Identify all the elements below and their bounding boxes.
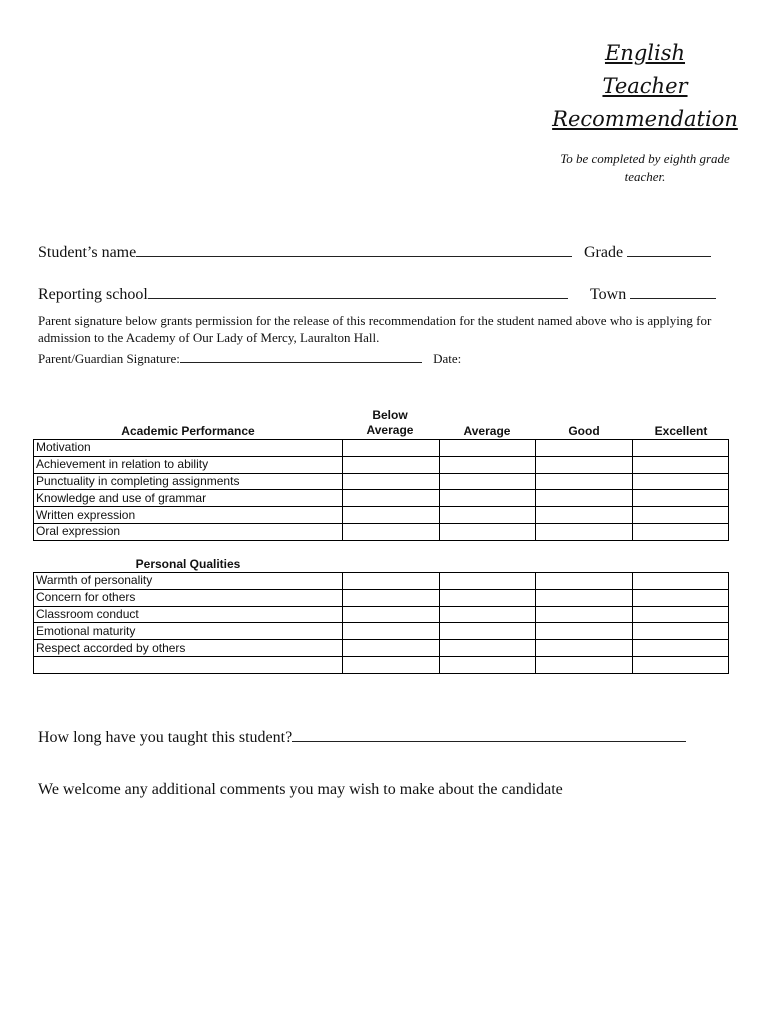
- academic-performance-heading: Academic Performance: [121, 424, 255, 438]
- table-row: [34, 456, 729, 473]
- table-row: [34, 623, 729, 640]
- row-label-grammar: Knowledge and use of grammar: [34, 490, 343, 507]
- rating-cell[interactable]: [536, 507, 633, 524]
- row-label-conduct: Classroom conduct: [34, 606, 343, 623]
- town-row: [590, 284, 716, 304]
- row-label-written: Written expression: [34, 507, 343, 524]
- grade-row: [584, 242, 711, 262]
- how-long-field[interactable]: [292, 727, 686, 742]
- rating-cell[interactable]: [536, 656, 633, 673]
- rating-cell[interactable]: [536, 523, 633, 540]
- header-average: Average: [463, 424, 511, 438]
- rating-cell[interactable]: [343, 473, 440, 490]
- rating-cell[interactable]: [439, 456, 536, 473]
- table-row: [34, 640, 729, 657]
- title-english: English: [604, 41, 686, 65]
- reporting-school-label: Reporting school: [38, 286, 148, 303]
- rating-cell[interactable]: [632, 623, 729, 640]
- rating-cell[interactable]: [439, 473, 536, 490]
- rating-cell[interactable]: [632, 573, 729, 590]
- reporting-school-field[interactable]: [148, 284, 568, 299]
- row-label-respect: Respect accorded by others: [34, 640, 343, 657]
- rating-cell[interactable]: [439, 589, 536, 606]
- table-row: [34, 507, 729, 524]
- rating-cell[interactable]: [343, 440, 440, 457]
- town-label: Town: [590, 286, 627, 303]
- rating-cell[interactable]: [343, 656, 440, 673]
- header-below-average: [343, 408, 437, 438]
- table-row: [34, 589, 729, 606]
- personal-qualities-table: [33, 572, 729, 674]
- row-label-achievement: Achievement in relation to ability: [34, 456, 343, 473]
- rating-cell[interactable]: [439, 573, 536, 590]
- row-label-concern: Concern for others: [34, 589, 343, 606]
- rating-cell[interactable]: [439, 640, 536, 657]
- personal-qualities-heading: Personal Qualities: [135, 557, 241, 571]
- subtitle: [555, 150, 735, 186]
- rating-cell[interactable]: [536, 456, 633, 473]
- signature-label: Parent/Guardian Signature:: [38, 351, 180, 366]
- how-long-row: [38, 727, 686, 747]
- row-label-maturity: Emotional maturity: [34, 623, 343, 640]
- student-name-label: Student’s name: [38, 244, 137, 261]
- comments-prompt: We welcome any additional comments you may wish to make about the candidate: [38, 781, 563, 798]
- rating-cell[interactable]: [632, 606, 729, 623]
- rating-cell[interactable]: [536, 589, 633, 606]
- rating-cell[interactable]: [439, 623, 536, 640]
- grade-field[interactable]: [627, 242, 711, 257]
- academic-performance-table: [33, 439, 729, 541]
- student-name-field[interactable]: [136, 242, 572, 257]
- title-recommendation: Recommendation: [552, 107, 738, 131]
- student-name-row: [38, 242, 572, 262]
- rating-cell[interactable]: [632, 490, 729, 507]
- table-row: [34, 573, 729, 590]
- rating-cell[interactable]: [632, 473, 729, 490]
- rating-cell[interactable]: [343, 573, 440, 590]
- rating-cell[interactable]: [632, 523, 729, 540]
- rating-cell[interactable]: [536, 623, 633, 640]
- rating-cell[interactable]: [343, 523, 440, 540]
- rating-cell[interactable]: [632, 656, 729, 673]
- signature-row: [38, 351, 461, 367]
- rating-cell[interactable]: [536, 640, 633, 657]
- rating-cell[interactable]: [536, 473, 633, 490]
- rating-cell[interactable]: [439, 490, 536, 507]
- row-label-motivation: Motivation: [34, 440, 343, 457]
- date-label: Date:: [433, 351, 462, 366]
- grade-label: Grade: [584, 244, 624, 261]
- rating-cell[interactable]: [439, 440, 536, 457]
- rating-cell[interactable]: [439, 606, 536, 623]
- row-label-blank[interactable]: [34, 656, 343, 673]
- table-row: [34, 473, 729, 490]
- rating-cell[interactable]: [343, 507, 440, 524]
- row-label-punctuality: Punctuality in completing assignments: [34, 473, 343, 490]
- row-label-warmth: Warmth of personality: [34, 573, 343, 590]
- header-good: Good: [568, 424, 600, 438]
- table-row: [34, 490, 729, 507]
- table-row: [34, 523, 729, 540]
- header-excellent: Excellent: [654, 424, 708, 438]
- table-row: [34, 606, 729, 623]
- rating-cell[interactable]: [343, 589, 440, 606]
- rating-cell[interactable]: [536, 490, 633, 507]
- rating-cell[interactable]: [343, 490, 440, 507]
- rating-cell[interactable]: [343, 606, 440, 623]
- rating-cell[interactable]: [632, 440, 729, 457]
- rating-cell[interactable]: [343, 623, 440, 640]
- town-field[interactable]: [630, 284, 716, 299]
- rating-cell[interactable]: [536, 573, 633, 590]
- table-row: [34, 440, 729, 457]
- rating-cell[interactable]: [632, 640, 729, 657]
- signature-field[interactable]: [180, 351, 422, 363]
- consent-text: Parent signature below grants permission for the release of this recommendation for the student named above who is applying for admission to the Academy of Our Lady of Mercy, Lauralton Hall.: [38, 313, 712, 345]
- rating-cell[interactable]: [439, 507, 536, 524]
- table-row: [34, 656, 729, 673]
- reporting-school-row: [38, 284, 568, 304]
- rating-cell[interactable]: [343, 640, 440, 657]
- rating-cell[interactable]: [632, 507, 729, 524]
- header-below-line-1: Below: [372, 408, 408, 422]
- how-long-label: How long have you taught this student?: [38, 729, 293, 746]
- rating-cell[interactable]: [439, 656, 536, 673]
- rating-cell[interactable]: [536, 440, 633, 457]
- subtitle-line-1: To be completed by eighth grade: [560, 151, 730, 166]
- rating-cell[interactable]: [439, 523, 536, 540]
- subtitle-line-2: teacher.: [624, 169, 666, 184]
- title-teacher: Teacher: [602, 74, 688, 98]
- rating-cell[interactable]: [343, 456, 440, 473]
- rating-cell[interactable]: [536, 606, 633, 623]
- rating-cell[interactable]: [632, 589, 729, 606]
- rating-cell[interactable]: [632, 456, 729, 473]
- header-below-line-2: Average: [366, 423, 414, 437]
- row-label-oral: Oral expression: [34, 523, 343, 540]
